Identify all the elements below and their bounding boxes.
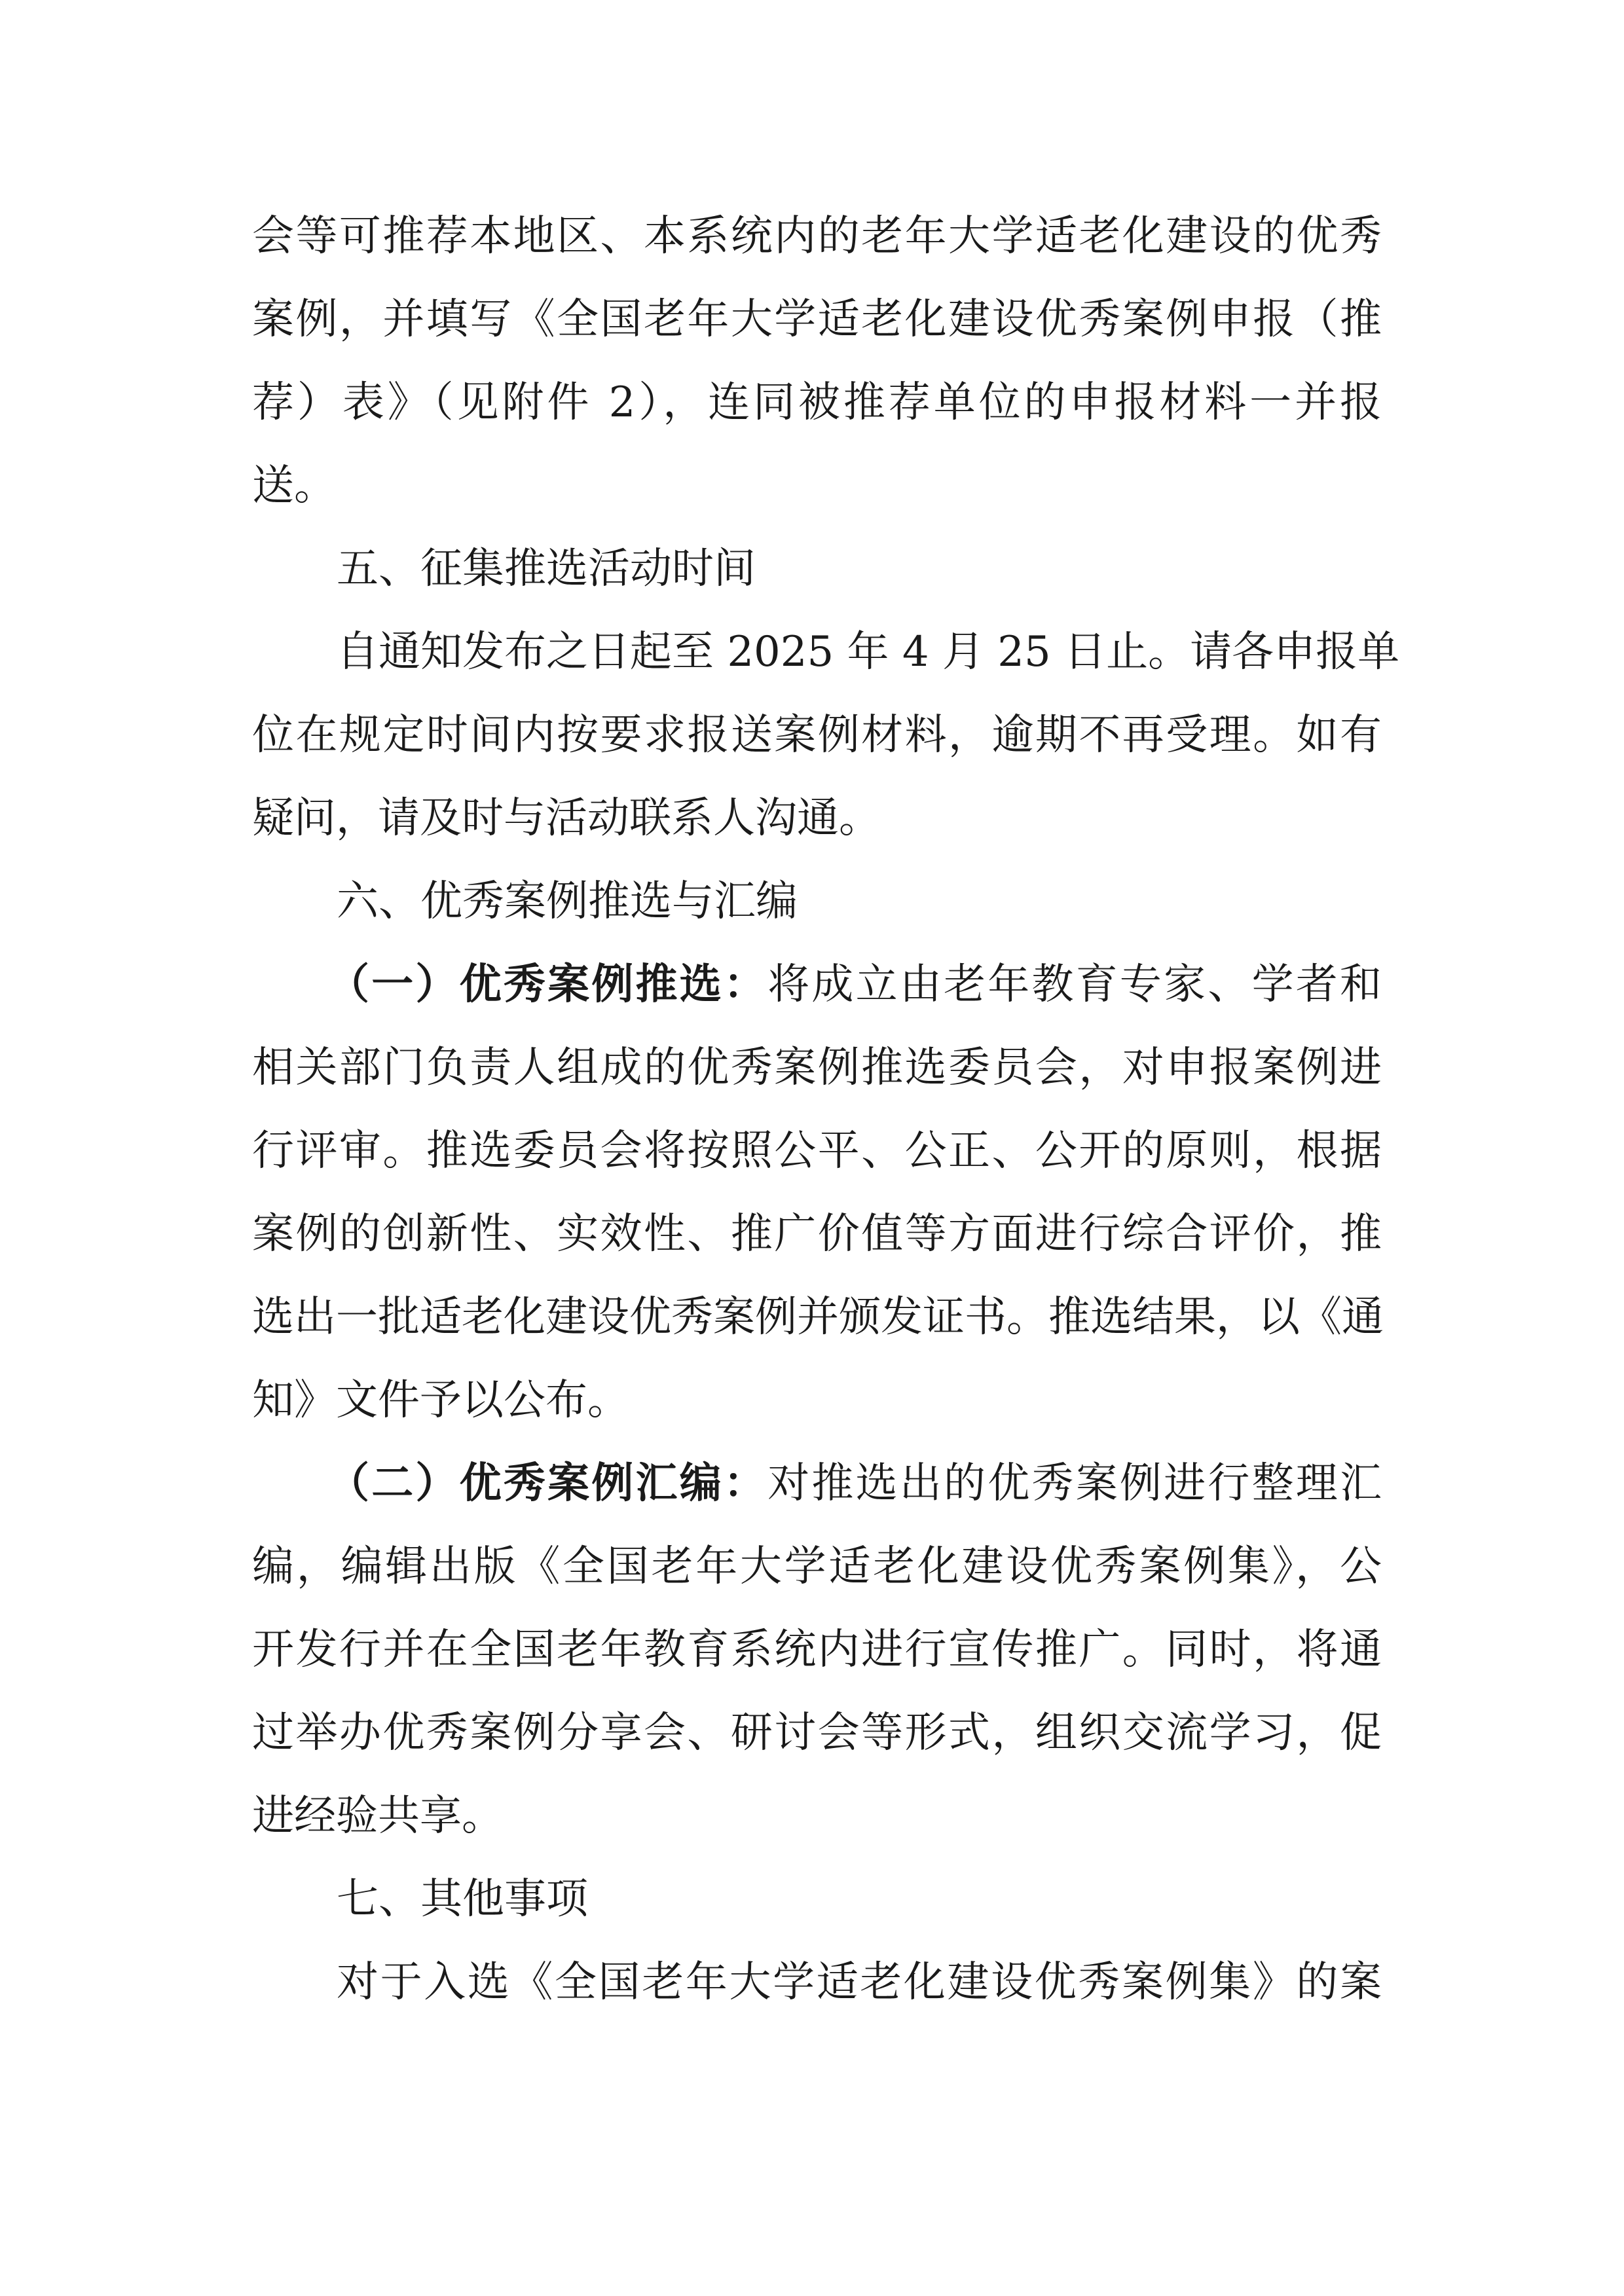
body-text-line: 对于入选《全国老年大学适老化建设优秀案例集》的案 [337,1958,1382,2007]
body-text-line: 过举办优秀案例分享会、研讨会等形式，组织交流学习，促 [252,1709,1382,1757]
body-text-span: 对推选出的优秀案例进行整理汇 [767,1459,1382,1508]
section-heading-6: 六、优秀案例推选与汇编 [337,877,798,926]
body-text-line: 疑问，请及时与活动联系人沟通。 [252,794,881,843]
body-text-line: 送。 [252,462,336,510]
body-text-line: 案例，并填写《全国老年大学适老化建设优秀案例申报（推 [252,295,1382,344]
body-text-line: 相关部门负责人组成的优秀案例推选委员会，对申报案例进 [252,1044,1382,1092]
section-heading-5: 五、征集推选活动时间 [337,545,756,593]
subsection-label-6-1: （一）优秀案例推选： [327,960,768,1009]
body-text-line: 行评审。推选委员会将按照公平、公正、公开的原则，根据 [252,1127,1382,1175]
body-text-line: 案例的创新性、实效性、推广价值等方面进行综合评价，推 [252,1210,1382,1258]
body-text-line: 荐）表》（见附件 2），连同被推荐单位的申报材料一并报 [252,378,1382,427]
body-text-line: 编，编辑出版《全国老年大学适老化建设优秀案例集》，公 [252,1542,1382,1591]
body-text-line: 自通知发布之日起至 2025 年 4 月 25 日止。请各申报单 [337,628,1400,676]
body-text-line: 开发行并在全国老年教育系统内进行宣传推广。同时，将通 [252,1626,1382,1674]
body-text-line: 选出一批适老化建设优秀案例并颁发证书。推选结果，以《通 [252,1293,1384,1341]
body-text-span: 将成立由老年教育专家、学者和 [767,960,1382,1009]
body-text-line: 会等可推荐本地区、本系统内的老年大学适老化建设的优秀 [252,212,1382,261]
body-text-line: 位在规定时间内按要求报送案例材料，逾期不再受理。如有 [252,711,1382,759]
subsection-label-6-2: （二）优秀案例汇编： [327,1459,768,1508]
subsection-line-6-1 [327,952,1382,1017]
body-text-line: 进经验共享。 [252,1792,504,1840]
body-text-line: 知》文件予以公布。 [252,1376,629,1425]
section-heading-7: 七、其他事项 [337,1875,588,1923]
subsection-line-6-2 [327,1451,1382,1516]
